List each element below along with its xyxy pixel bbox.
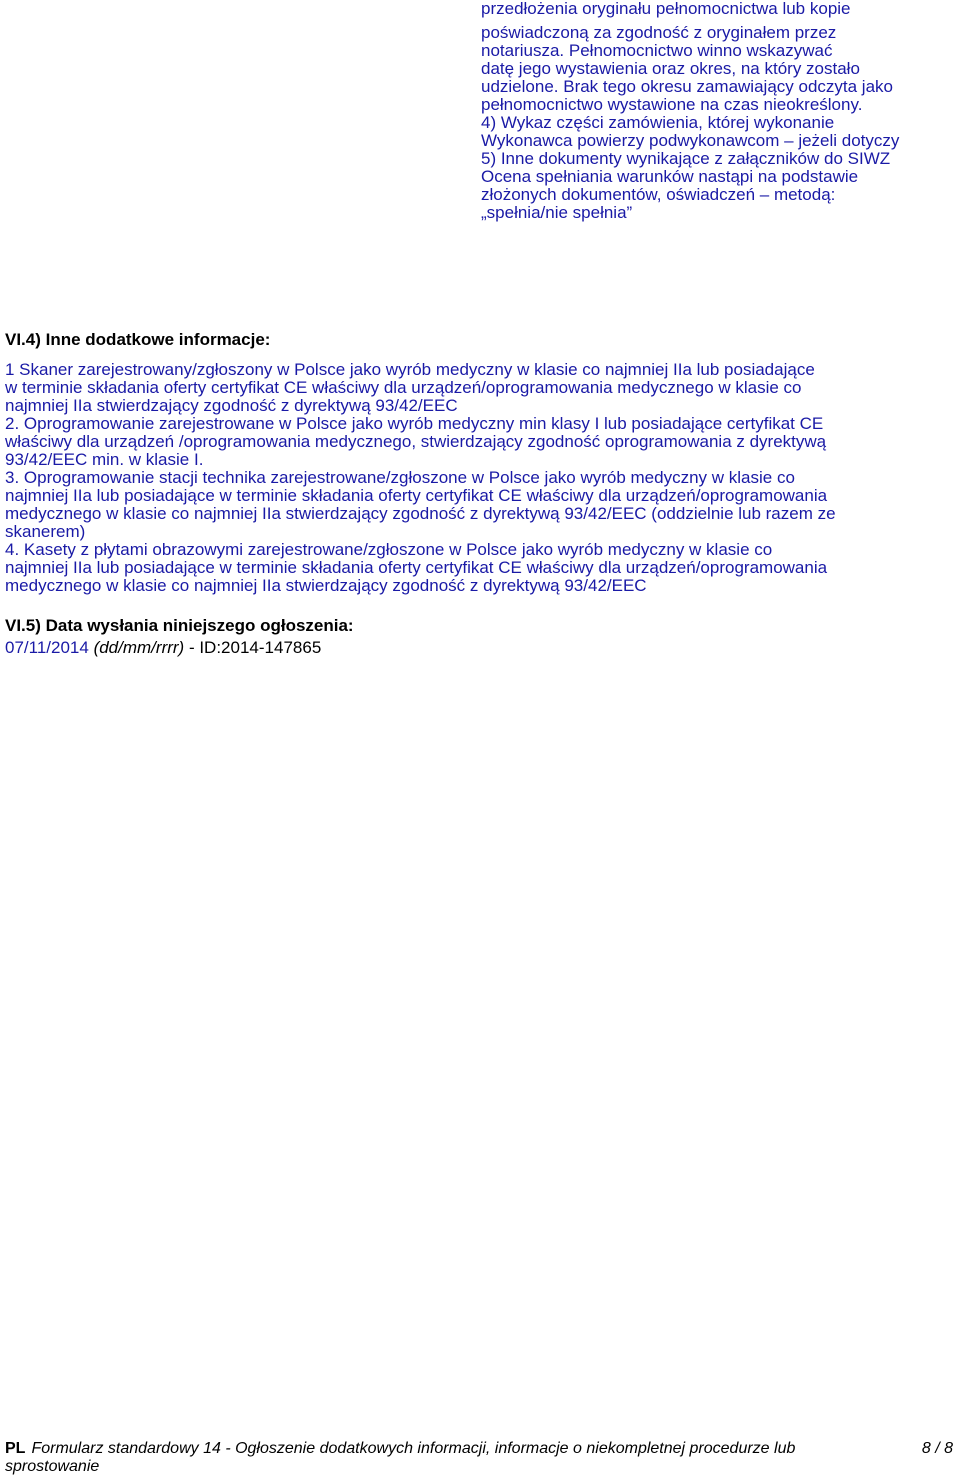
text-line: najmniej IIa lub posiadające w terminie składania oferty certyfikat CE właściwy dla urządzeń/oprogramowania — [5, 486, 828, 505]
notice-id: - ID:2014-147865 — [188, 638, 322, 657]
text-line: Wykonawca powierzy podwykonawcom – jeżeli dotyczy — [481, 131, 900, 150]
text-line: „spełnia/nie spełnia” — [481, 203, 633, 222]
section-dispatch-date — [5, 616, 950, 658]
text-line: najmniej IIa lub posiadające w terminie składania oferty certyfikat CE właściwy dla urządzeń/oprogramowania — [5, 558, 828, 577]
text-line: Ocena spełniania warunków nastąpi na podstawie — [481, 167, 859, 186]
section-body — [5, 361, 950, 595]
text-line: w terminie składania oferty certyfikat CE właściwy dla urządzeń/oprogramowania medycznego w klasie co — [5, 378, 802, 397]
text-line: medycznego w klasie co najmniej IIa stwierdzający zgodność z dyrektywą 93/42/EEC (oddzielnie lub razem ze — [5, 504, 836, 523]
section-heading: VI.4) Inne dodatkowe informacje: — [5, 330, 271, 349]
footer-text-block — [5, 1440, 885, 1476]
text-line: 4. Kasety z płytami obrazowymi zarejestrowane/zgłoszone w Polsce jako wyrób medyczny w klasie co — [5, 540, 773, 559]
text-line: 3. Oprogramowanie stacji technika zarejestrowane/zgłoszone w Polsce jako wyrób medyczny w klasie co — [5, 468, 795, 487]
text-line: poświadczoną za zgodność z oryginałem przez — [481, 23, 837, 42]
section-additional-information — [5, 330, 950, 595]
text-line: notariusza. Pełnomocnictwo winno wskazywać — [481, 41, 833, 60]
text-line: 4) Wykaz części zamówienia, której wykonanie — [481, 113, 835, 132]
text-line: najmniej IIa stwierdzający zgodność z dyrektywą 93/42/EEC — [5, 396, 458, 415]
text-line: przedłożenia oryginału pełnomocnictwa lub kopie — [481, 0, 851, 18]
text-line: skanerem) — [5, 522, 86, 541]
text-line: 2. Oprogramowanie zarejestrowane w Polsce jako wyrób medyczny min klasy I lub posiadające certyfikat CE — [5, 414, 824, 433]
text-line: medycznego w klasie co najmniej IIa stwierdzający zgodność z dyrektywą 93/42/EEC — [5, 576, 647, 595]
dispatch-date: 07/11/2014 — [5, 638, 89, 657]
page-number: 8 / 8 — [921, 1440, 953, 1457]
page-footer — [5, 1440, 955, 1476]
text-line: właściwy dla urządzeń /oprogramowania medycznego, stwierdzający zgodność oprogramowania z dyrektywą — [5, 432, 827, 451]
text-line: 93/42/EEC min. w klasie I. — [5, 450, 204, 469]
date-format: (dd/mm/rrrr) — [93, 638, 185, 657]
continuation-block — [481, 0, 951, 222]
footer-form-title: Formularz standardowy 14 - Ogłoszenie dodatkowych informacji, informacje o niekompletnej procedurze lub sprostowanie — [5, 1440, 796, 1475]
footer-language: PL — [5, 1440, 26, 1457]
text-line: datę jego wystawienia oraz okres, na który zostało — [481, 59, 860, 78]
text-line: udzielone. Brak tego okresu zamawiający odczyta jako — [481, 77, 893, 96]
text-line: 5) Inne dokumenty wynikające z załączników do SIWZ — [481, 149, 891, 168]
text-line: 1 Skaner zarejestrowany/zgłoszony w Polsce jako wyrób medyczny w klasie co najmniej IIa lub posiadające — [5, 360, 815, 379]
dispatch-date-line — [5, 638, 950, 658]
section-heading: VI.5) Data wysłania niniejszego ogłoszenia: — [5, 616, 354, 635]
text-line: złożonych dokumentów, oświadczeń – metodą: — [481, 185, 836, 204]
text-line: pełnomocnictwo wystawione na czas nieokreślony. — [481, 95, 863, 114]
